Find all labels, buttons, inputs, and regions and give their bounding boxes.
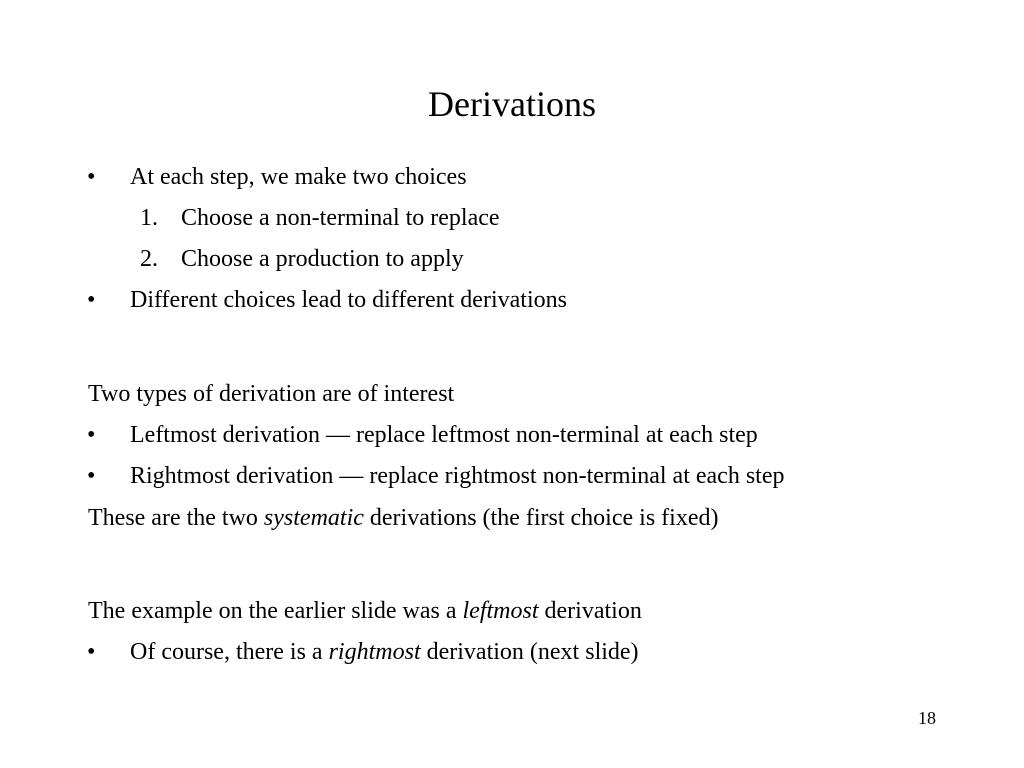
of-course-pre: Of course, there is a (130, 639, 329, 665)
paragraph-earlier-example (88, 596, 642, 626)
systematic-pre: These are the two (88, 505, 264, 531)
rightmost-emphasis: rightmost (328, 639, 421, 665)
bullet-marker: • (87, 164, 96, 190)
bullet-marker: • (87, 287, 96, 313)
bullet-different-choices: Different choices lead to different derivations (130, 287, 567, 313)
leftmost-emphasis: leftmost (462, 598, 539, 624)
bullet-rightmost-derivation: Rightmost derivation — replace rightmost non-terminal at each step (130, 463, 785, 489)
bullet-marker: • (87, 422, 96, 448)
list-number-1: 1. (140, 205, 158, 231)
earlier-example-pre: The example on the earlier slide was a (88, 598, 463, 624)
of-course-post: derivation (next slide) (420, 639, 639, 665)
bullet-marker: • (87, 463, 96, 489)
bullet-of-course (130, 637, 639, 667)
slide-title: Derivations (428, 84, 596, 124)
sub-item-choose-production: Choose a production to apply (181, 246, 464, 272)
list-number-2: 2. (140, 246, 158, 272)
systematic-emphasis: systematic (263, 505, 364, 531)
bullet-at-each-step: At each step, we make two choices (130, 164, 467, 190)
paragraph-two-types: Two types of derivation are of interest (88, 381, 455, 407)
bullet-marker: • (87, 639, 96, 665)
sub-item-choose-nonterminal: Choose a non-terminal to replace (181, 205, 500, 231)
paragraph-systematic (88, 503, 718, 533)
systematic-post: derivations (the first choice is fixed) (363, 505, 719, 531)
bullet-leftmost-derivation: Leftmost derivation — replace leftmost non-terminal at each step (130, 422, 758, 448)
page-number: 18 (918, 708, 936, 728)
earlier-example-post: derivation (538, 598, 642, 624)
